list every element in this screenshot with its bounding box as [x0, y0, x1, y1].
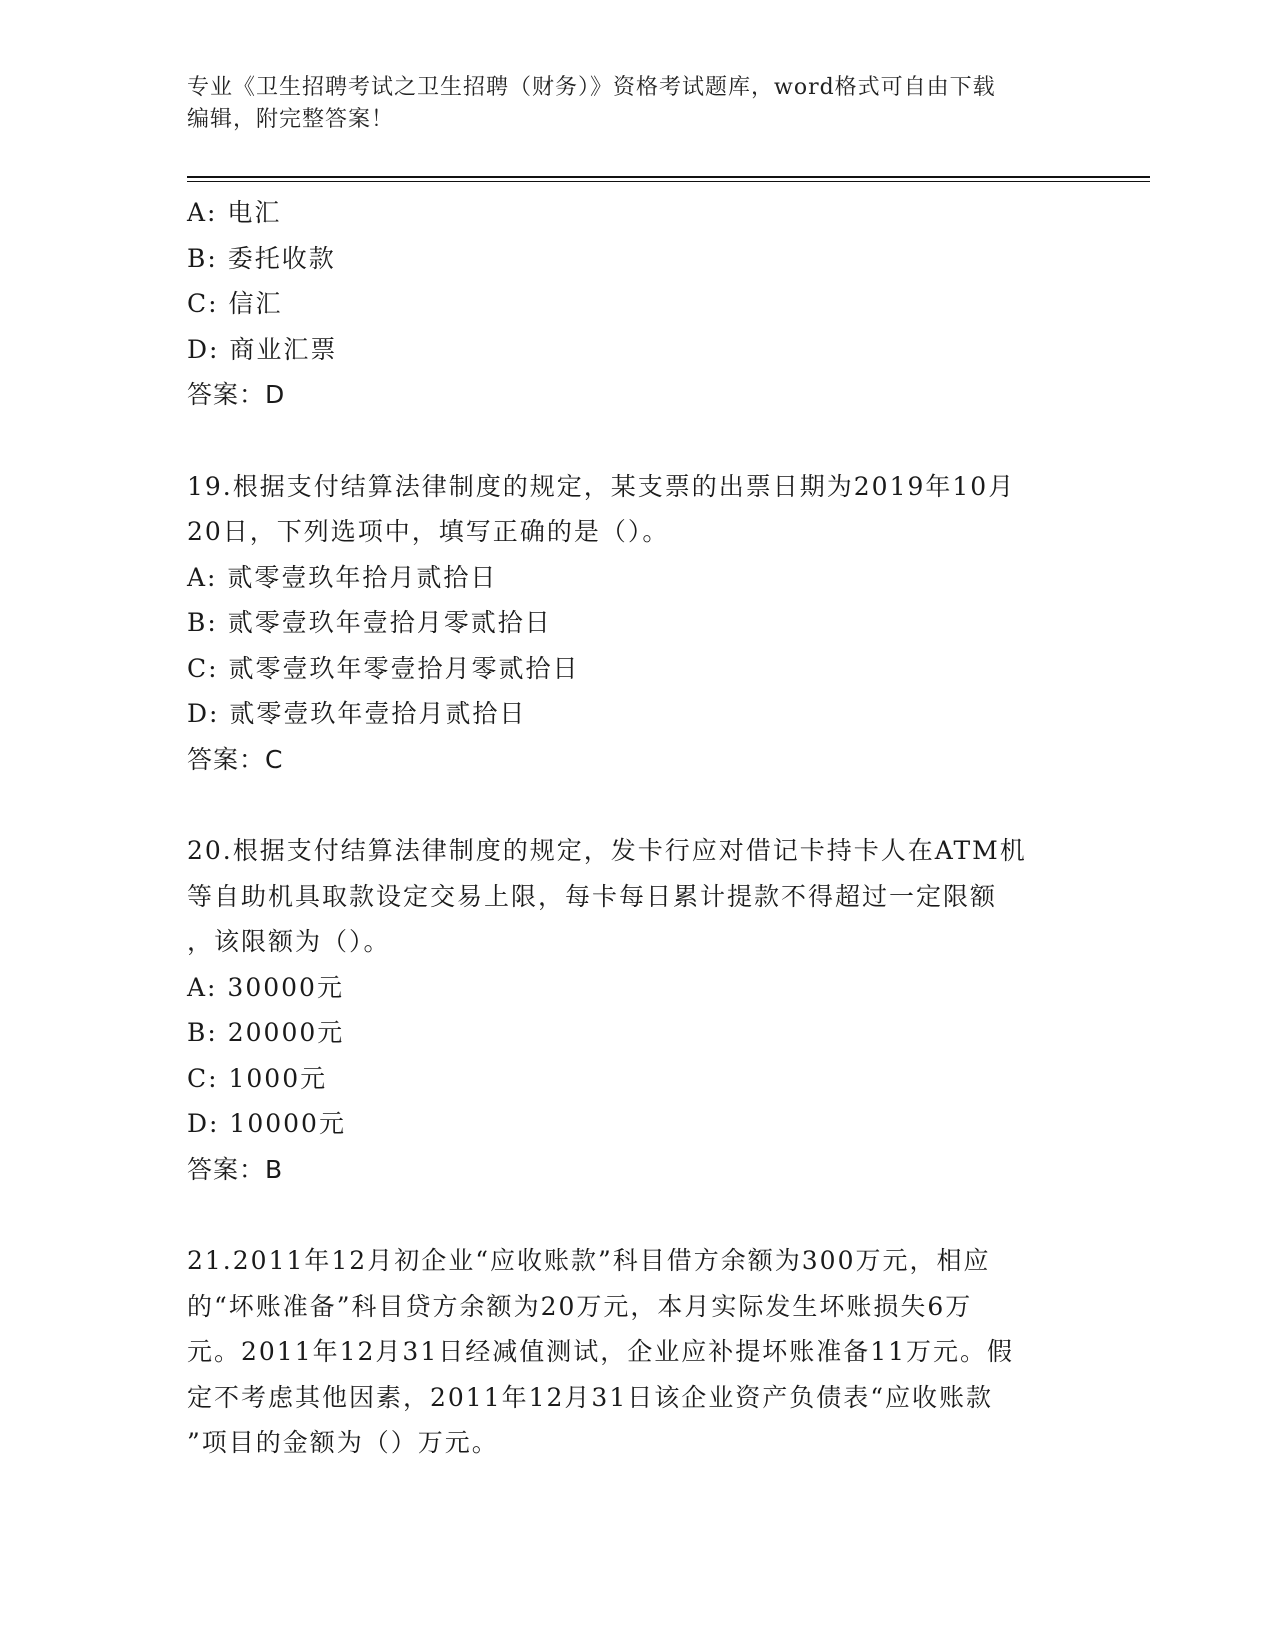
- block-spacer: [187, 782, 1087, 828]
- option-b: B: 20000元: [187, 1018, 345, 1047]
- answer-line: 答案：D: [187, 380, 286, 409]
- answer-line: 答案：B: [187, 1154, 284, 1184]
- option-d: D: 10000元: [187, 1109, 346, 1138]
- answer-line: 答案：C: [187, 744, 284, 774]
- question-block: [187, 1238, 1087, 1466]
- header-divider-thin: [187, 181, 1150, 182]
- question-text-line: 定不考虑其他因素，2011年12月31日该企业资产负债表“应收账款: [187, 1382, 994, 1412]
- option-c: C: 信汇: [187, 289, 283, 318]
- question-text-line: 元。2011年12月31日经减值测试，企业应补提坏账准备11万元。假: [187, 1337, 1015, 1366]
- option-b: B: 贰零壹玖年壹拾月零贰拾日: [187, 608, 552, 637]
- block-spacer: [187, 418, 1087, 464]
- question-block: [187, 464, 1087, 783]
- option-d: D: 商业汇票: [187, 334, 338, 364]
- question-text-line: ”项目的金额为（）万元。: [187, 1428, 499, 1457]
- question-text-line: 20.根据支付结算法律制度的规定，发卡行应对借记卡持卡人在ATM机: [187, 836, 1027, 865]
- option-b: B: 委托收款: [187, 243, 336, 273]
- question-list: [187, 190, 1087, 1466]
- question-text-line: 的“坏账准备”科目贷方余额为20万元，本月实际发生坏账损失6万: [187, 1291, 973, 1321]
- question-text-line: 19.根据支付结算法律制度的规定，某支票的出票日期为2019年10月: [187, 471, 1016, 501]
- header-line-2: 编辑，附完整答案！: [187, 107, 395, 132]
- question-text-line: 20日，下列选项中，填写正确的是（）。: [187, 517, 670, 546]
- header-line-1: 专业《卫生招聘考试之卫生招聘（财务）》资格考试题库，word格式可自由下载: [187, 75, 996, 100]
- option-d: D: 贰零壹玖年壹拾月贰拾日: [187, 699, 527, 728]
- block-spacer: [187, 1192, 1087, 1238]
- option-a: A: 贰零壹玖年拾月贰拾日: [187, 562, 498, 592]
- option-a: A: 电汇: [187, 198, 282, 227]
- document-header: [187, 72, 1067, 136]
- option-c: C: 1000元: [187, 1063, 328, 1093]
- question-text-line: ，该限额为（）。: [187, 927, 391, 956]
- question-text-line: 等自助机具取款设定交易上限，每卡每日累计提款不得超过一定限额: [187, 881, 998, 911]
- option-a: A: 30000元: [187, 972, 344, 1002]
- option-c: C: 贰零壹玖年零壹拾月零贰拾日: [187, 653, 580, 683]
- question-block: [187, 828, 1087, 1192]
- question-block: [187, 190, 1087, 418]
- question-text-line: 21.2011年12月初企业“应收账款”科目借方余额为300万元，相应: [187, 1246, 991, 1275]
- header-divider-thick: [187, 176, 1150, 178]
